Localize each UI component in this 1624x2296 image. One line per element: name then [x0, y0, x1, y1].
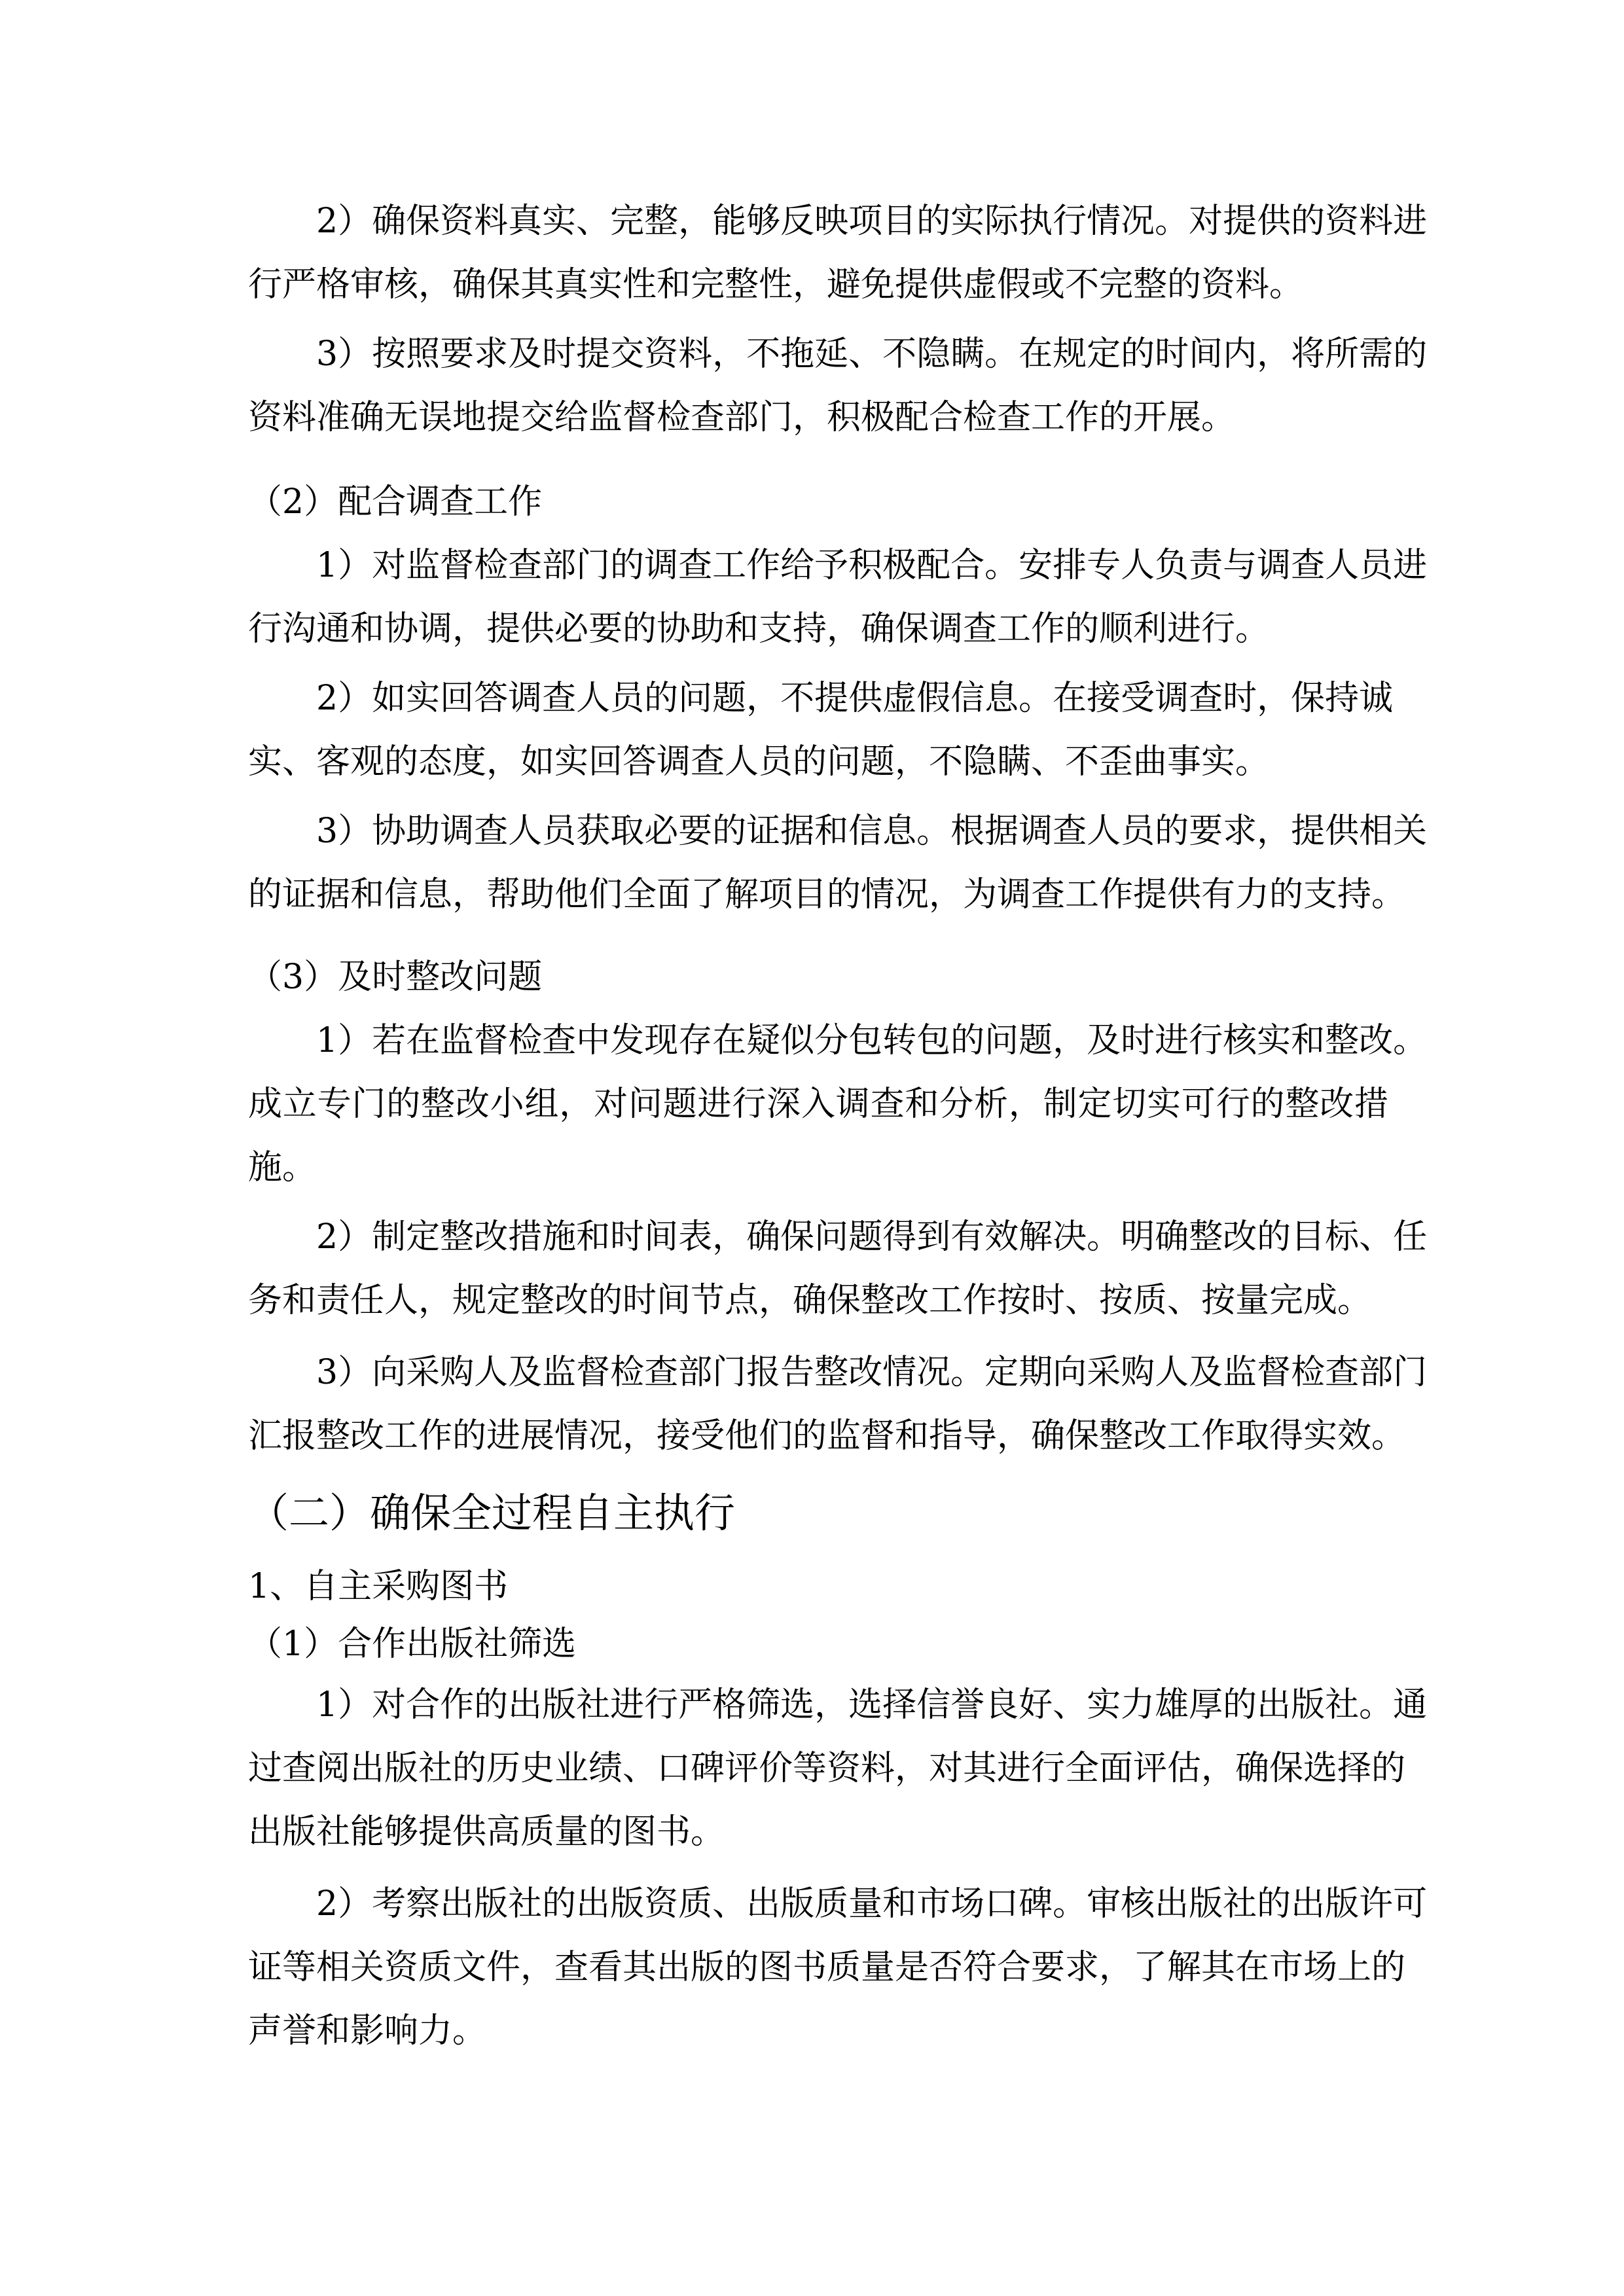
paragraph-line: 务和责任人，规定整改的时间节点，确保整改工作按时、按质、按量完成。: [248, 1281, 1372, 1320]
paragraph: [248, 1206, 1428, 1333]
paragraph-line: 2）制定整改措施和时间表，确保问题得到有效解决。明确整改的目标、任: [316, 1217, 1428, 1257]
paragraph-line: 证等相关资质文件，查看其出版的图书质量是否符合要求，了解其在市场上的: [248, 1948, 1406, 1987]
section-heading: （1）合作出版社筛选: [248, 1624, 577, 1664]
paragraph-line: 出版社能够提供高质量的图书。: [248, 1812, 725, 1852]
paragraph: [248, 190, 1428, 317]
paragraph: [248, 667, 1394, 794]
paragraph: [248, 800, 1428, 927]
section-heading: （3）及时整改问题: [248, 958, 543, 997]
paragraph-line: 行严格审核，确保其真实性和完整性，避免提供虚假或不完整的资料。: [248, 265, 1304, 304]
paragraph-line: 2）如实回答调查人员的问题，不提供虚假信息。在接受调查时，保持诚: [316, 679, 1394, 718]
paragraph-line: 声誉和影响力。: [248, 2011, 487, 2051]
paragraph-line: 过查阅出版社的历史业绩、口碑评价等资料，对其进行全面评估，确保选择的: [248, 1749, 1406, 1788]
paragraph-line: 2）确保资料真实、完整，能够反映项目的实际执行情况。对提供的资料进: [316, 202, 1428, 241]
section-heading: 1、自主采购图书: [248, 1567, 509, 1606]
paragraph: [248, 323, 1428, 450]
paragraph-line: 2）考察出版社的出版资质、出版质量和市场口碑。审核出版社的出版许可: [316, 1884, 1428, 1924]
paragraph-line: 成立专门的整改小组，对问题进行深入调查和分析，制定切实可行的整改措: [248, 1085, 1388, 1124]
paragraph-line: 的证据和信息，帮助他们全面了解项目的情况，为调查工作提供有力的支持。: [248, 875, 1406, 914]
paragraph: [248, 1674, 1428, 1864]
paragraph-line: 汇报整改工作的进展情况，接受他们的监督和指导，确保整改工作取得实效。: [248, 1416, 1406, 1456]
paragraph-line: 实、客观的态度，如实回答调查人员的问题，不隐瞒、不歪曲事实。: [248, 742, 1270, 781]
section-heading: （二）确保全过程自主执行: [248, 1489, 736, 1537]
paragraph: [248, 1341, 1428, 1468]
paragraph-line: 1）若在监督检查中发现存在疑似分包转包的问题，及时进行核实和整改。: [316, 1021, 1428, 1060]
paragraph-line: 1）对合作的出版社进行严格筛选，选择信誉良好、实力雄厚的出版社。通: [316, 1685, 1428, 1725]
paragraph-line: 行沟通和协调，提供必要的协助和支持，确保调查工作的顺利进行。: [248, 609, 1270, 649]
paragraph: [248, 1873, 1428, 2063]
paragraph: [248, 534, 1428, 661]
paragraph-line: 1）对监督检查部门的调查工作给予积极配合。安排专人负责与调查人员进: [316, 546, 1428, 585]
paragraph-line: 3）按照要求及时提交资料，不拖延、不隐瞒。在规定的时间内，将所需的: [316, 334, 1428, 374]
paragraph: [248, 1009, 1428, 1200]
paragraph-line: 施。: [248, 1148, 317, 1187]
section-heading: （2）配合调查工作: [248, 482, 543, 522]
paragraph-line: 资料准确无误地提交给监督检查部门，积极配合检查工作的开展。: [248, 398, 1236, 437]
paragraph-line: 3）协助调查人员获取必要的证据和信息。根据调查人员的要求，提供相关: [316, 812, 1428, 851]
paragraph-line: 3）向采购人及监督检查部门报告整改情况。定期向采购人及监督检查部门: [316, 1353, 1428, 1392]
